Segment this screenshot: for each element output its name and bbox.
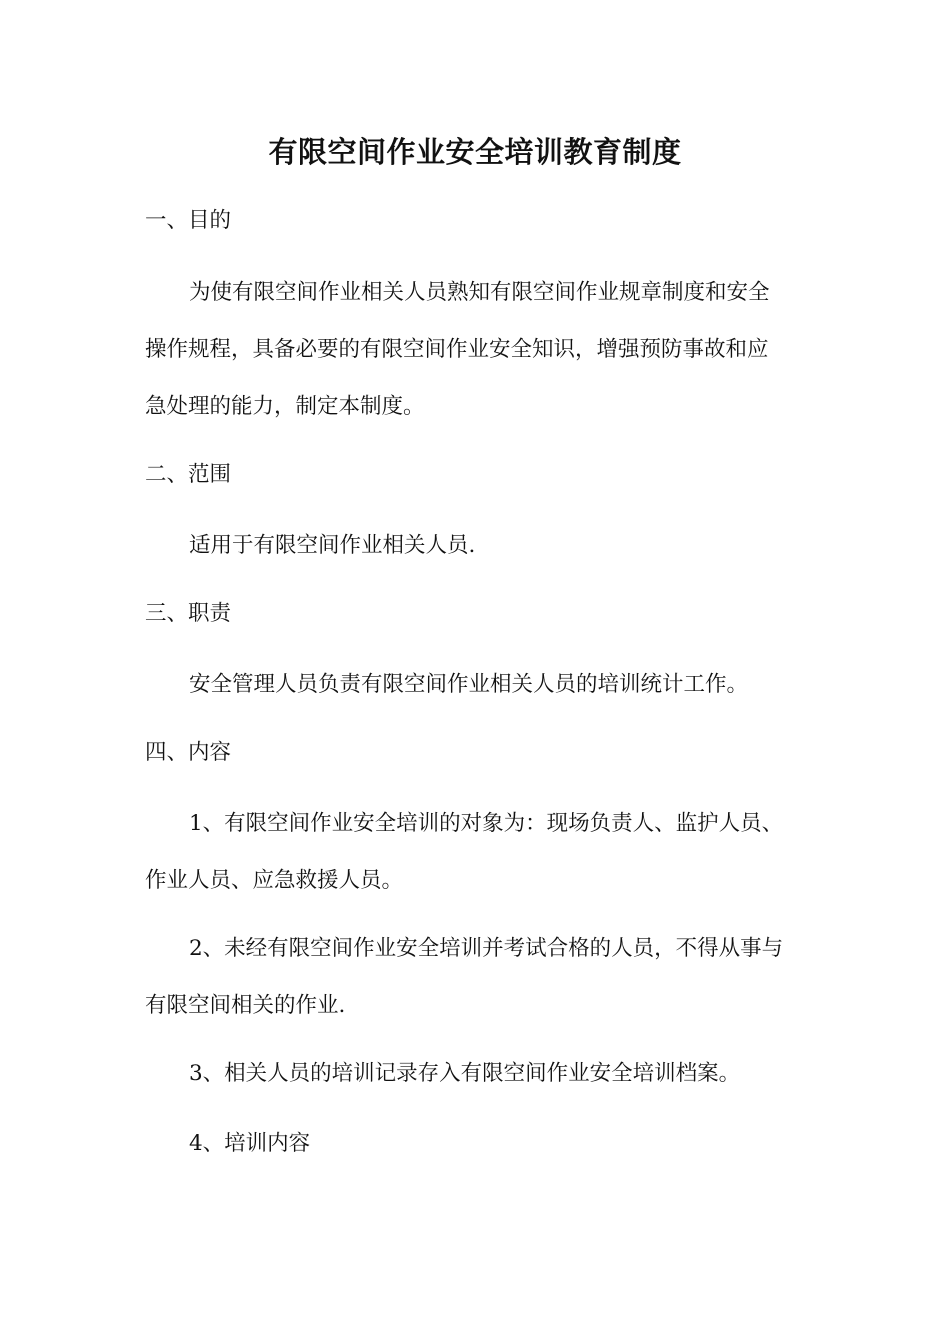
paragraph-line: 2、未经有限空间作业安全培训并考试合格的人员，不得从事与 [189, 936, 784, 961]
paragraph-line: 安全管理人员负责有限空间作业相关人员的培训统计工作。 [189, 672, 749, 697]
paragraph-line: 有限空间相关的作业. [145, 993, 346, 1018]
paragraph-line: 为使有限空间作业相关人员熟知有限空间作业规章制度和安全 [189, 280, 770, 305]
paragraph-line: 操作规程，具备必要的有限空间作业安全知识，增强预防事故和应 [145, 337, 769, 362]
section-heading-responsibility: 三、职责 [145, 601, 232, 626]
paragraph-line: 3、相关人员的培训记录存入有限空间作业安全培训档案。 [189, 1061, 741, 1086]
section-heading-scope: 二、范围 [145, 462, 232, 487]
paragraph-line: 作业人员、应急救援人员。 [145, 868, 404, 893]
paragraph-line: 急处理的能力，制定本制度。 [145, 394, 425, 419]
section-heading-content: 四、内容 [145, 740, 232, 765]
subsection-heading-training-content: 4、培训内容 [189, 1131, 311, 1156]
document-title: 有限空间作业安全培训教育制度 [268, 135, 682, 169]
paragraph-line: 适用于有限空间作业相关人员. [189, 533, 476, 558]
section-heading-purpose: 一、目的 [145, 208, 232, 233]
paragraph-line: 1、有限空间作业安全培训的对象为：现场负责人、监护人员、 [189, 811, 784, 836]
